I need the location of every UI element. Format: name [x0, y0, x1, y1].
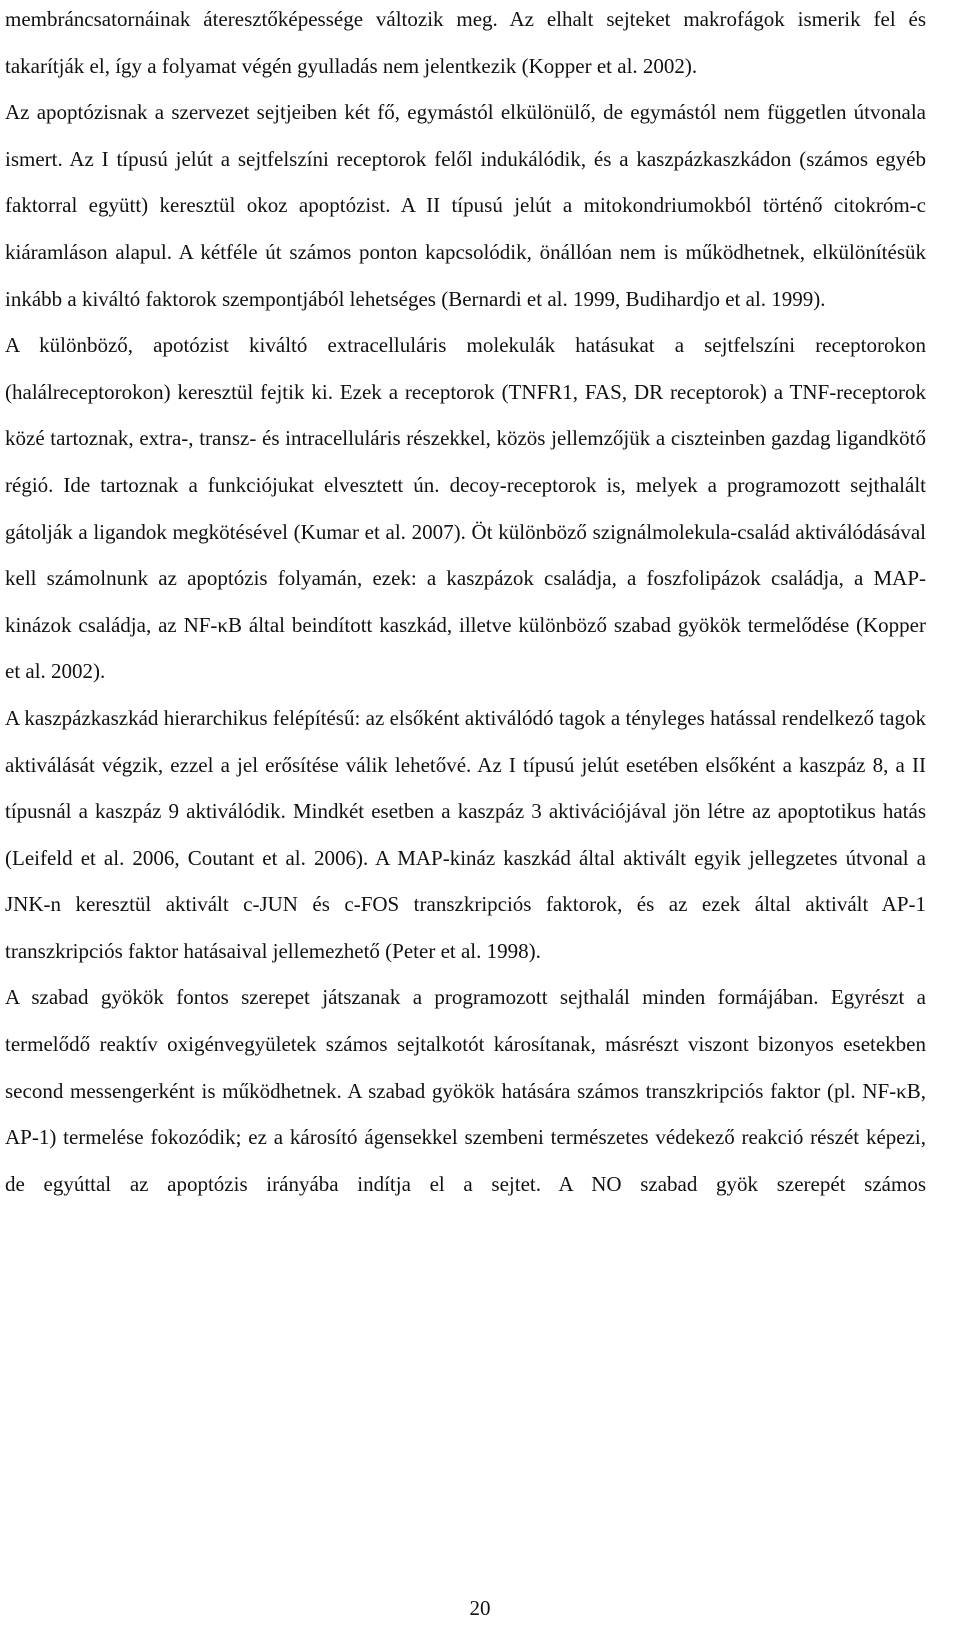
- page-number: 20: [469, 1596, 491, 1620]
- paragraph-5: A szabad gyökök fontos szerepet játszanak a programozott sejthalál minden formájában. Egyrészt a termelődő reaktív oxigénvegyületek számos sejtalkotót károsítanak, másrészt viszont bizonyos esetekben second messengerként is működhetnek. A szabad gyökök hatására számos transzkripciós faktor (pl. NF-κB, AP-1) termelése fokozódik; ez a károsító ágensekkel szembeni természetes védekező reakció részét képezi, de egyúttal az apoptózis irányába indítja el a sejtet. A NO szabad gyök szerepét számos: [5, 985, 926, 1196]
- paragraph-4: A kaszpázkaszkád hierarchikus felépítésű: az elsőként aktiválódó tagok a tényleges hatással rendelkező tagok aktiválását végzik, ezzel a jel erősítése válik lehetővé. Az I típusú jelút esetében elsőként a kaszpáz 8, a II típusnál a kaszpáz 9 aktiválódik. Mindkét esetben a kaszpáz 3 aktivációjával jön létre az apoptotikus hatás (Leifeld et al. 2006, Coutant et al. 2006). A MAP-kináz kaszkád által aktivált egyik jellegzetes útvonal a JNK-n keresztül aktivált c-JUN és c-FOS transzkripciós faktorok, és az ezek által aktivált AP-1 transzkripciós faktor hatásaival jellemezhető (Peter et al. 1998).: [5, 705, 926, 963]
- paragraph-2: Az apoptózisnak a szervezet sejtjeiben két fő, egymástól elkülönülő, de egymástól nem független útvonala ismert. Az I típusú jelút a sejtfelszíni receptorok felől indukálódik, és a kaszpázkaszkádon (számos egyéb faktorral együtt) keresztül okoz apoptózist. A II típusú jelút a mitokondriumokból történő citokróm-c kiáramláson alapul. A kétféle út számos ponton kapcsolódik, önállóan nem is működhetnek, elkülönítésük inkább a kiváltó faktorok szempontjából lehetséges (Bernardi et al. 1999, Budihardjo et al. 1999).: [5, 100, 926, 311]
- paragraph-1: membráncsatornáinak áteresztőképessége változik meg. Az elhalt sejteket makrofágok ismerik fel és takarítják el, így a folyamat végén gyulladás nem jelentkezik (Kopper et al. 2002).: [5, 7, 926, 78]
- body-text: [5, 0, 926, 1207]
- paragraph-3: A különböző, apotózist kiváltó extracelluláris molekulák hatásukat a sejtfelszíni receptorokon (halálreceptorokon) keresztül fejtik ki. Ezek a receptorok (TNFR1, FAS, DR receptorok) a TNF-receptorok közé tartoznak, extra-, transz- és intracelluláris részekkel, közös jellemzőjük a ciszteinben gazdag ligandkötő régió. Ide tartoznak a funkciójukat elvesztett ún. decoy-receptorok is, melyek a programozott sejthalált gátolják a ligandok megkötésével (Kumar et al. 2007). Öt különböző szignálmolekula-család aktiválódásával kell számolnunk az apoptózis folyamán, ezek: a kaszpázok családja, a foszfolipázok családja, a MAP-kinázok családja, az NF-κB által beindított kaszkád, illetve különböző szabad gyökök termelődése (Kopper et al. 2002).: [5, 333, 926, 684]
